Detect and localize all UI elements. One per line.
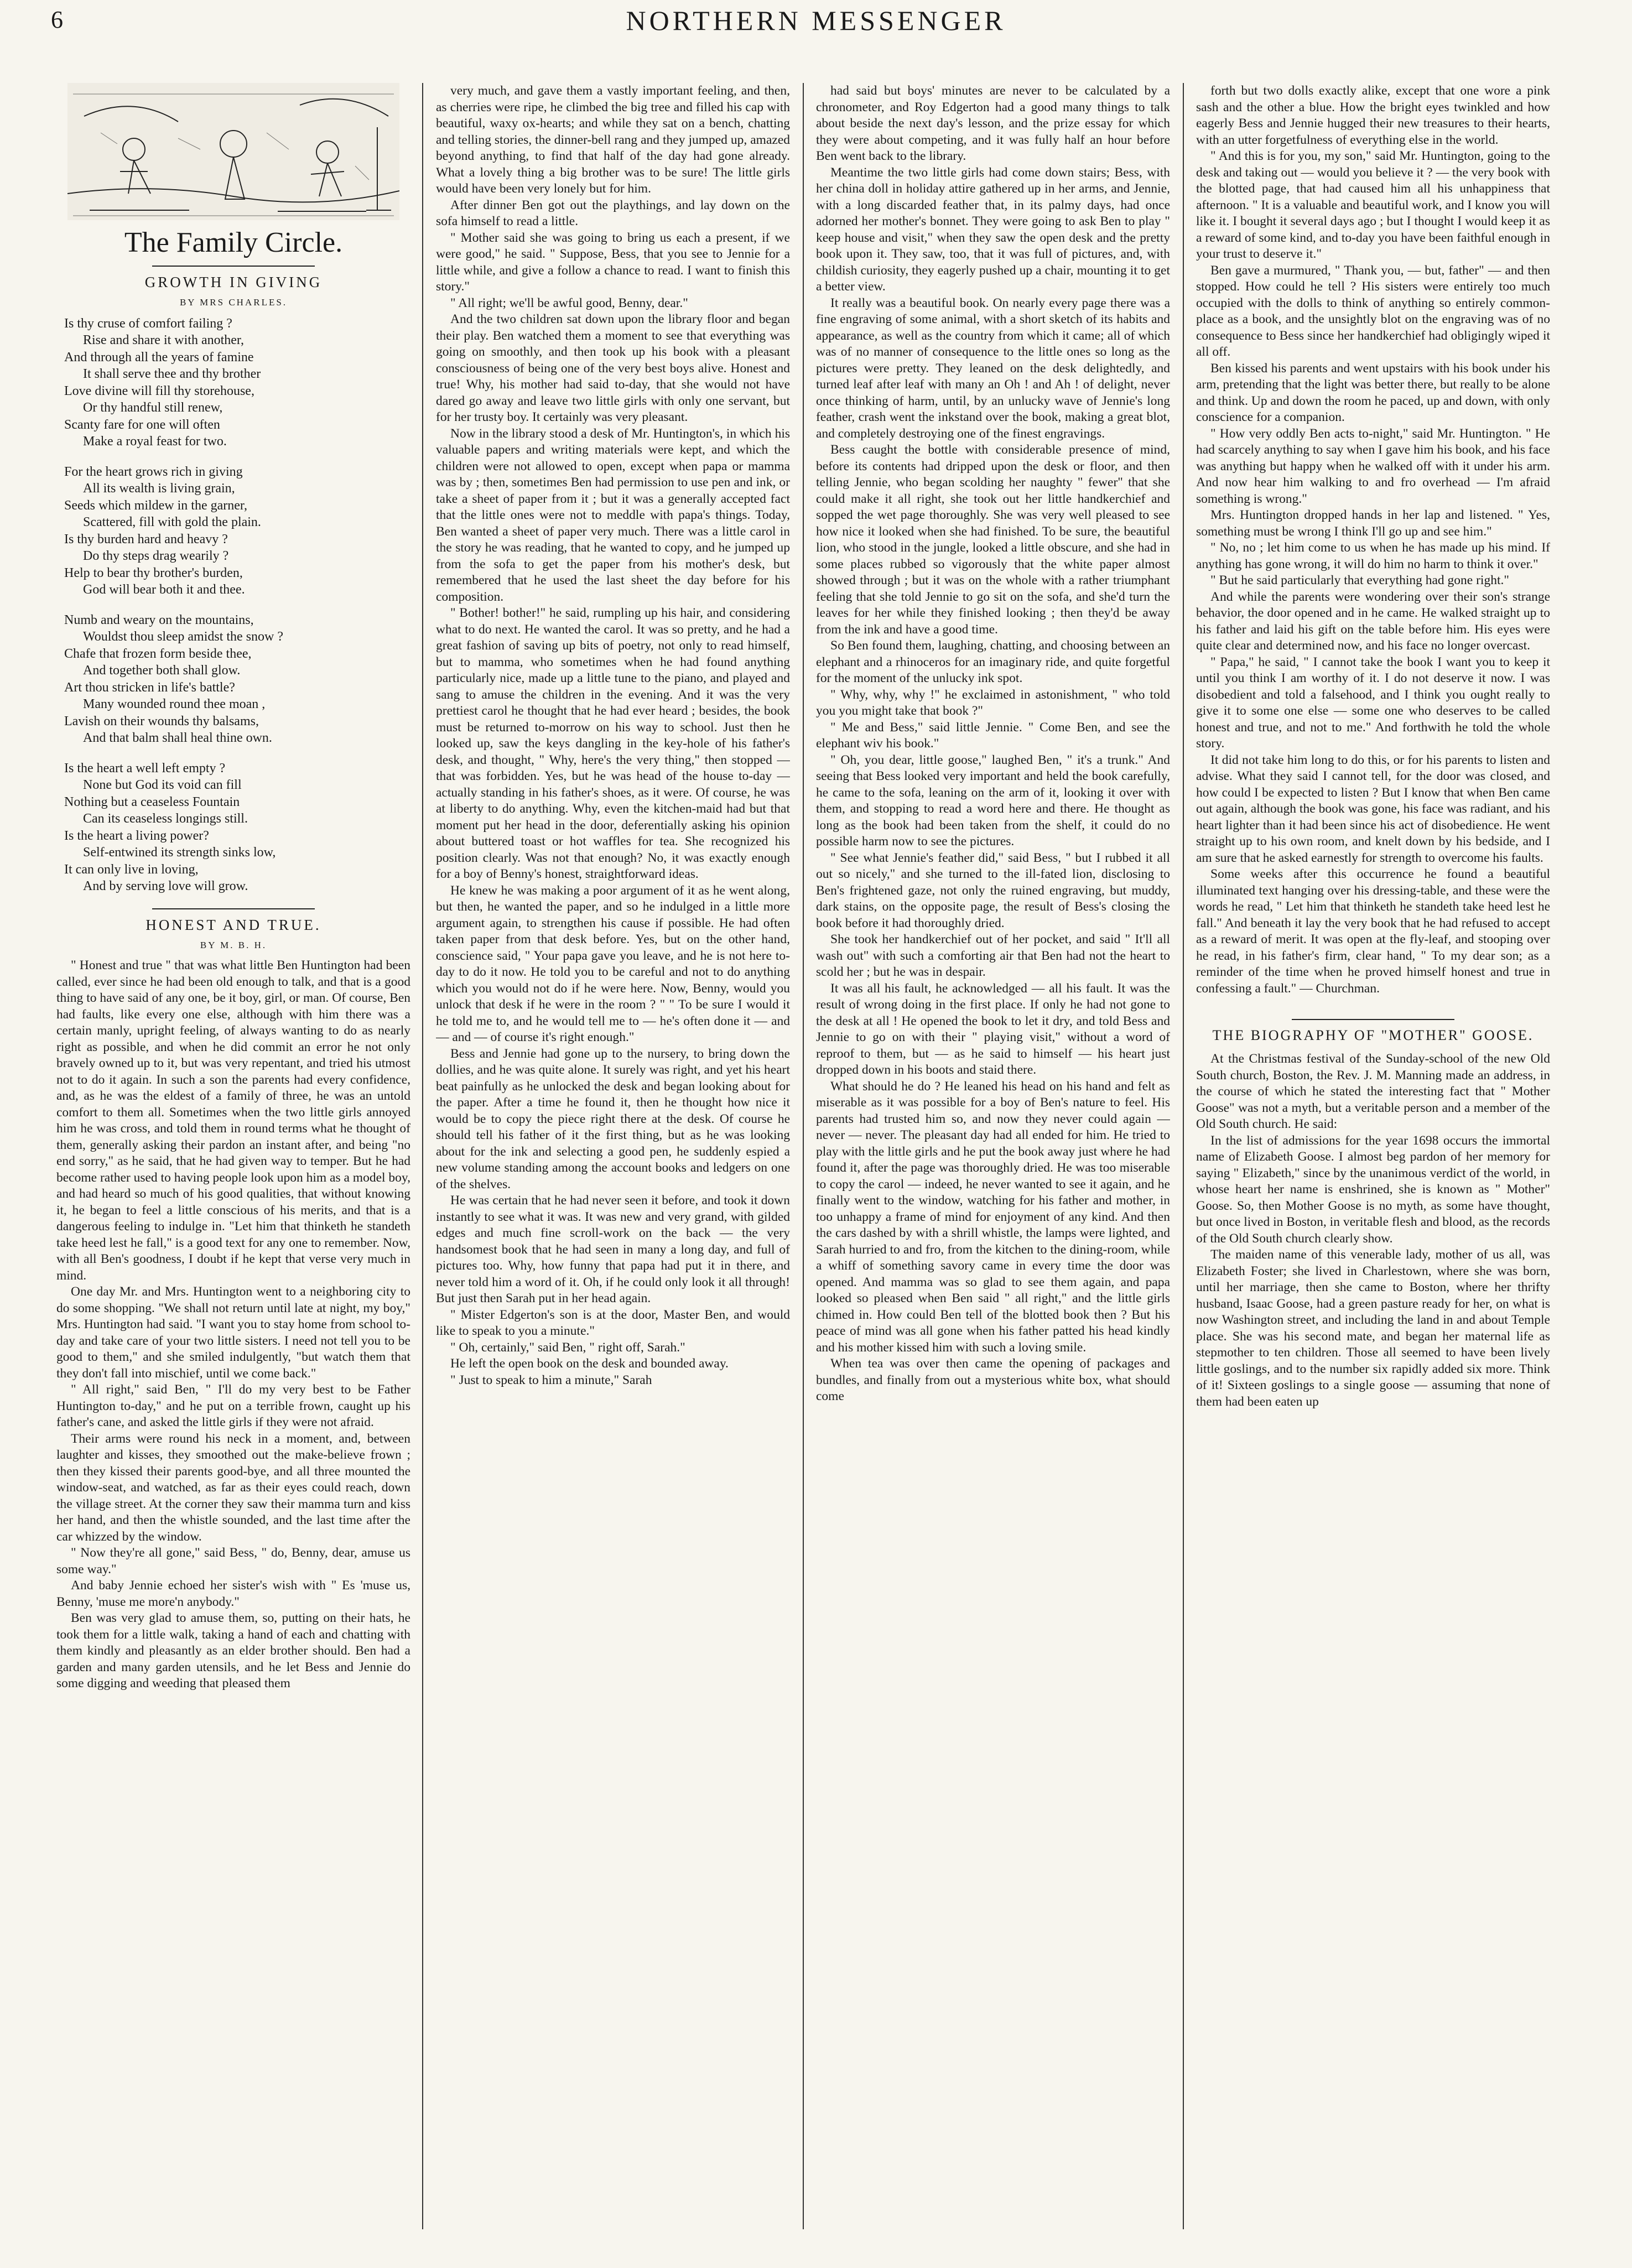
paragraph: The maiden name of this venerable lady, mother of us all, was Elizabeth Foster; she lived in Charlestown, where she was born, until her marriage, then she came to Boston, where her thrifty husband, Isaac Goose, had a green pasture ready for her, on what is now Washington street, and including the land in and about Temple place. She was his second mate, and began her maternal life as stepmother to ten children. Those all seemed to have been lively little goslings, and to the number six rapidly added six more. Think of it! Sixteen goslings to a single goose — assuming that none of them had been eaten up	[1196, 1247, 1550, 1409]
poem-line: And that balm shall heal thine own.	[83, 731, 272, 745]
poem-line: Rise and share it with another,	[83, 333, 244, 347]
poem-line: Is the heart a living power?	[64, 828, 209, 843]
poem-line: And by serving love will grow.	[83, 879, 248, 893]
story-byline: BY M. B. H.	[200, 939, 267, 950]
paragraph: " Me and Bess," said little Jennie. " Come Ben, and see the elephant wiv his book."	[816, 720, 1170, 751]
paragraph: had said but boys' minutes are never to be calculated by a chronometer, and Roy Edgerton had a good many things to talk about beside the next day's lesson, and the prize essay for which they were about competing, and it was fully half an hour before Ben went back to the library.	[816, 84, 1170, 163]
paragraph: " Papa," he said, " I cannot take the book I want you to keep it until you think I am worthy of it. I do not deserve it now. I was disobedient and told a falsehood, and I think you ought really to give it to some one else — some one who deserves to be called honest and true, and not to me." And forthwith he told the whole story.	[1196, 654, 1550, 751]
poem-title: GROWTH IN GIVING	[144, 274, 323, 290]
paragraph: " Honest and true " that was what little Ben Huntington had been called, ever since he had been old enough to talk, and that is a good thing to have said of any one, be it boy, girl, or man. Of course, Ben had faults, like every one else, although with him there was a certain manly, upright feeling, of always wanting to do as nearly right as possible, and when he did commit an error he not only bravely owned up to it, but was very repentant, and tried his utmost not to do it again. In such a son the parents had every confidence, and, as he was the eldest of a family of three, he was an untold comfort to them all. Sometimes when the two little girls annoyed him he was cross, and told them in round terms what he thought of them, generally asking their pardon an instant after, and being "no end sorry," as he said, that he had given way to temper. But he had become rather used to having people look upon him as a model boy, and had heard so much of his good qualities, that without knowing it, he began to feel a little conscious of his merits, and that is a dangerous feeling to indulge in. "Let him that thinketh he standeth take heed lest he fall," is a good text for any one to remember. Now, with all Ben's goodness, I doubt if he kept that verse very much in mind.	[56, 958, 410, 1283]
column-rule	[1183, 83, 1184, 2229]
paragraph: He knew he was making a poor argument of it as he went along, but then, he wanted the paper, and so he indulged in a little more argument again, to strengthen his cause if possible. He had often taken paper from that desk before. Yes, but on the other hand, conscience said, " Your papa gave you leave, and he is not here to-day to do it now. He told you to be careful and not to do anything which you would not do if he were here. Now, Benny, would you unlock that desk if he were in the room ? " " To be sure I would it he told me to, and he would tell me to — he's often done it — and — and — of course it's right enough."	[436, 883, 790, 1044]
paragraph: " Mother said she was going to bring us each a present, if we were good," he said. " Suppose, Bess, that you see to Jennie for a little while, and give a follow a chance to read. I want to finish this story."	[436, 230, 790, 294]
column-4	[1196, 83, 1550, 2240]
poem-line: Is thy cruse of comfort failing ?	[64, 316, 232, 331]
page-number: 6	[51, 6, 63, 33]
paragraph: After dinner Ben got out the playthings, and lay down on the sofa himself to read a little.	[436, 197, 790, 228]
paragraph: Ben gave a murmured, " Thank you, — but, father" — and then stopped. How could he tell ? His sisters were entirely too much occupied with the dolls to think of anything so entirely common-place as a book, and the unsightly blot on the engraving was of no consequence to Bess since her handkerchief had obligingly wiped it all off.	[1196, 263, 1550, 359]
paragraph: " Mister Edgerton's son is at the door, Master Ben, and would like to speak to you a minute."	[436, 1307, 790, 1338]
paragraph: What should he do ? He leaned his head on his hand and felt as miserable as it was possible for a boy of Ben's nature to feel. His parents had trusted him so, and now they never could again — never — never. The pleasant day had all ended for him. He tried to play with the little girls and he put the book away just where he had found it, after the page was thoroughly dried. He was too miserable to copy the carol — indeed, he never wanted to see it again, and he finally went to the window, watching for his father and mother, in too unhappy a frame of mind for enjoyment of any kind. And then the cars dashed by with a shrill whistle, the lamps were lighted, and Sarah hurried to and fro, from the kitchen to the dining-room, while a whiff of something savory came in every time the door was opened. And mamma was so glad to see them again, and papa looked so pleased when Ben said " all right," and the little girls chimed in. How could Ben tell of the blotted book then ? But his peace of mind was all gone when his father patted his head kindly and his mother kissed him with such a loving smile.	[816, 1079, 1170, 1355]
poem-line: It shall serve thee and thy brother	[83, 367, 261, 381]
poem-line: Love divine will fill thy storehouse,	[64, 383, 254, 398]
column-rule	[803, 83, 804, 2229]
paragraph: " Why, why, why !" he exclaimed in astonishment, " who told you you might take that book ?"	[816, 687, 1170, 718]
poem-line: Art thou stricken in life's battle?	[64, 680, 235, 695]
poem-line: Or thy handful still renew,	[83, 400, 223, 415]
paragraph: When tea was over then came the opening of packages and bundles, and finally from out a mysterious white box, what should come	[816, 1356, 1170, 1403]
poem-stanza	[64, 612, 410, 747]
paragraph: " All right; we'll be awful good, Benny, dear."	[450, 295, 688, 310]
paragraph: It really was a beautiful book. On nearly every page there was a fine engraving of some animal, with a short sketch of its habits and appearance, as well as the country from which it came; all of which was of no manner of consequence to the little ones so long as the pictures were pretty. They leaned on the desk delightedly, and turned leaf after leaf with many an Oh ! and Ah ! of delight, never once thinking of harm, until, by an unlucky wave of Jennie's long feather, crash went the inkstand over the book, making a great blot, and completely destroying one of the finest engravings.	[816, 295, 1170, 441]
column-2	[436, 83, 790, 2240]
paragraph: " How very oddly Ben acts to-night," said Mr. Huntington. " He had scarcely anything to say when I gave him his book, and his face was anything but happy when he walked off with it under his arm. And now hear him walking to and fro overhead — I'm afraid something is wrong."	[1196, 426, 1550, 506]
paragraph: Bess and Jennie had gone up to the nursery, to bring down the dollies, and he was quite alone. It surely was right, and yet his heart beat painfully as he unlocked the desk and began looking about for the paper. After a time he found it, then he thought how nice it would be to copy the piece right there at the desk. Of course he should tell his father of it the first thing, but as he was looking about for the ink and selecting a good pen, he suddenly espied a new volume standing among the account books and ledgers on one of the shelves.	[436, 1046, 790, 1192]
poem-line: Do thy steps drag wearily ?	[83, 549, 229, 563]
article-title: THE BIOGRAPHY OF "MOTHER" GOOSE.	[1212, 1027, 1534, 1043]
paragraph: It was all his fault, he acknowledged — all his fault. It was the result of wrong doing in the first place. If only he had not gone to the desk at all ! He opened the book to let it dry, and told Bess and Jennie to go on with their " playing visit," without a word of reproof to them, but — as he said to himself — his heart just dropped down in his boots and staid there.	[816, 981, 1170, 1077]
paragraph: Bess caught the bottle with considerable presence of mind, before its contents had dripped upon the desk or floor, and then telling Jennie, who began scolding her naughty " fewer" that she could make it all right, she took out her little handkerchief and sopped the wet page thoroughly. She was very well pleased to see how nice it looked when she had finished. To be sure, the beautiful lion, who stood in the jungle, looked a little obscure, and she had in some places rubbed so vigorously that the white paper almost showed through ; but it was on the whole with a rather triumphant feeling that she told Jennie to go sit on the sofa, and she'd turn the leaves for her while they finished looking ; then they'd be away from the ink and have a good time.	[816, 443, 1170, 637]
paragraph: It did not take him long to do this, or for his parents to listen and advise. What they said I cannot tell, for the door was closed, and how could I be expected to listen ? But I know that when Ben came out again, although the book was gone, his face was radiant, and his heart lighter than it had been since his act of disobedience. He went straight up to his own room, and knelt down by his bedside, and I am sure that he asked earnestly for strength to overcome his faults.	[1196, 752, 1550, 865]
paragraph: And baby Jennie echoed her sister's wish with " Es 'muse us, Benny, 'muse me more'n anybody."	[56, 1578, 410, 1609]
paragraph: " And this is for you, my son," said Mr. Huntington, going to the desk and taking out — would you believe it ? — the very book with the blotted page, that had caused him all his unhappiness that afternoon. " It is a valuable and beautiful work, and I know you will like it. I bought it several days ago ; but I thought I would keep it as a reward of some kind, and to-day you have been faithful enough in your trust to deserve it."	[1196, 149, 1550, 261]
paragraph: Mrs. Huntington dropped hands in her lap and listened. " Yes, something must be wrong I think I'll go up and see him."	[1196, 508, 1550, 539]
poem-line: Help to bear thy brother's burden,	[64, 565, 243, 580]
poem-line: Wouldst thou sleep amidst the snow ?	[83, 630, 284, 644]
poem-line: Numb and weary on the mountains,	[64, 612, 254, 627]
paragraph: forth but two dolls exactly alike, except that one wore a pink sash and the other a blue. How the bright eyes twinkled and how eagerly Bess and Jennie hugged their new treasures to their hearts, with an utter forgetfulness of everything else in the world.	[1196, 84, 1550, 147]
paragraph: " Oh, you dear, little goose," laughed Ben, " it's a trunk." And seeing that Bess looked very important and held the book carefully, he came to the sofa, leaning on the arm of it, looking it over with them, and stopping to read a word here and there. He thought as long as the book had been taken from the shelf, it could do no possible harm now to see the pictures.	[816, 752, 1170, 849]
poem-line: Chafe that frozen form beside thee,	[64, 646, 252, 661]
poem-line: And together both shall glow.	[83, 663, 241, 678]
article-body	[1196, 1051, 1550, 1410]
poem-line: All its wealth is living grain,	[83, 481, 235, 496]
paragraph: " Now they're all gone," said Bess, " do, Benny, dear, amuse us some way."	[56, 1546, 410, 1577]
poem-line: Lavish on their wounds thy balsams,	[64, 714, 259, 729]
poem-line: God will bear both it and thee.	[83, 582, 245, 597]
paragraph: " No, no ; let him come to us when he has made up his mind. If anything has gone wrong, it will do him no harm to think it over."	[1196, 540, 1550, 571]
poem-stanza	[64, 464, 410, 599]
poem-line: And through all the years of famine	[64, 350, 254, 365]
department-title: The Family Circle.	[124, 227, 343, 258]
poem-body	[64, 315, 410, 895]
divider	[152, 266, 315, 267]
family-circle-illustration	[67, 83, 399, 220]
poem-line: Seeds which mildew in the garner,	[64, 498, 247, 513]
paragraph: Now in the library stood a desk of Mr. Huntington's, in which his valuable papers and writing materials were kept, and which the children were not allowed to open, except when papa or mamma was by ; then, sometimes Ben had permission to use pen and ink, or take a sheet of paper from it ; but it was a generally accepted fact that the little ones were not to meddle with papa's things. Today, Ben wanted a sheet of paper very much. There was a little carol in the story he was reading, that he wanted to copy, and he jumped up from the sofa to get the paper from his mother's desk, but remembered that he used the last sheet the day before for his composition.	[436, 426, 790, 604]
paragraph: And the two children sat down upon the library floor and began their play. Ben watched them a moment to see that everything was going on smoothly, and then took up his book with a pleasant consciousness of being one of the very best boys alive. Honest and true! Why, his mother had said to-day, that she would not have dared go away and leave two little girls with only one servant, but for her trusty boy. It certainly was very pleasant.	[436, 312, 790, 424]
poem-line: For the heart grows rich in giving	[64, 464, 243, 479]
divider	[1292, 1019, 1454, 1020]
paragraph: " Oh, certainly," said Ben, " right off, Sarah."	[450, 1340, 685, 1355]
story-continuation	[1196, 83, 1550, 997]
column-3	[816, 83, 1170, 2240]
paragraph: He left the open book on the desk and bounded away.	[450, 1356, 729, 1371]
divider	[152, 908, 315, 909]
story-title: HONEST AND TRUE.	[145, 916, 321, 933]
paragraph: Ben kissed his parents and went upstairs with his book under his arm, pretending that the light was better there, but really to be alone and think. Up and down the room he paced, up and down, with only conscience for a companion.	[1196, 361, 1550, 424]
poem-line: Can its ceaseless longings still.	[83, 812, 248, 826]
paragraph: At the Christmas festival of the Sunday-school of the new Old South church, Boston, the Rev. J. M. Manning made an address, in the course of which he stated the interesting fact that " Mother Goose" was not a myth, but a veritable person and a member of the Old South church. He said:	[1196, 1052, 1550, 1131]
page-header	[0, 0, 1632, 39]
paragraph: Some weeks after this occurrence he found a beautiful illuminated text hanging over his dressing-table, and these were the words he read, " Let him that thinketh he standeth take heed lest he fall." And beneath it lay the very book that he had refused to accept as a reward of merit. It was open at the fly-leaf, and stooping over he read, in his father's firm, clear hand, " To my dear son; as a reminder of the time when he proved himself honest and true in confessing a fault." — Churchman.	[1196, 867, 1550, 996]
column-1	[56, 83, 410, 2240]
poem-line: Nothing but a ceaseless Fountain	[64, 794, 240, 809]
paragraph: She took her handkerchief out of her pocket, and said " It'll all wash out" with such a comforting air that Ben had not the heart to scold her ; but he was in despair.	[816, 932, 1170, 979]
poem-line: Make a royal feast for two.	[83, 434, 227, 449]
paragraph: " See what Jennie's feather did," said Bess, " but I rubbed it all out so nicely," and she turned to the ill-fated lion, disclosing to Ben's frightened gaze, not only the ruined engraving, but muddy, dark stains, on the opposite page, the result of Bess's closing the book before it had thoroughly dried.	[816, 850, 1170, 930]
column-rule	[422, 83, 423, 2229]
poem-line: Self-entwined its strength sinks low,	[83, 845, 276, 860]
paragraph: One day Mr. and Mrs. Huntington went to a neighboring city to do some shopping. "We shall not return until late at night, my boy," Mrs. Huntington had said. "I want you to stay home from school to-day and take care of your two little sisters. I need not tell you to be good to them," and she smiled indulgently, "but watch them that they don't fall into mischief, until we come back."	[56, 1284, 410, 1381]
poem-stanza	[64, 315, 410, 450]
paragraph: " Just to speak to him a minute," Sarah	[450, 1372, 652, 1387]
poem-line: Is thy burden hard and heavy ?	[64, 532, 228, 547]
poem-line: None but God its void can fill	[83, 778, 242, 792]
poem-byline: BY MRS CHARLES.	[179, 297, 288, 308]
story-body	[56, 958, 410, 1692]
poem-stanza	[64, 760, 410, 895]
paragraph: And while the parents were wondering over their son's strange behavior, the door opened and in he came. He walked straight up to his father and laid his gift on the table before him. His eyes were quite clear and determined now, and his face no longer overcast.	[1196, 589, 1550, 653]
poem-line: Scattered, fill with gold the plain.	[83, 515, 261, 529]
poem-line: Scanty fare for one will often	[64, 417, 220, 432]
poem-line: Is the heart a well left empty ?	[64, 761, 226, 776]
masthead: NORTHERN MESSENGER	[626, 5, 1006, 36]
paragraph: Ben was very glad to amuse them, so, putting on their hats, he took them for a little walk, taking a hand of each and chatting with them kindly and pleasantly as an elder brother should. Ben had a garden and many garden utensils, and he let Bess and Jennie do some digging and weeding that pleased them	[56, 1611, 410, 1690]
paragraph: " But he said particularly that everything had gone right."	[1210, 573, 1509, 587]
poem-line: It can only live in loving,	[64, 862, 199, 877]
paragraph: Their arms were round his neck in a moment, and, between laughter and kisses, they smoothed out the make-believe frown ; then they kissed their parents good-bye, and all three mounted the window-seat, and watched, as far as their eyes could reach, down the village street. At the corner they saw their mamma turn and kiss her hand, and then the whistle sounded, and the last time after the car whizzed by the window.	[56, 1431, 410, 1544]
paragraph: " All right," said Ben, " I'll do my very best to be Father Huntington to-day," and he put on a terrible frown, caught up his father's cane, and asked the little girls if they were not afraid.	[56, 1382, 410, 1429]
paragraph: very much, and gave them a vastly important feeling, and then, as cherries were ripe, he climbed the big tree and filled his cap with beautiful, waxy ox-hearts; and while they sat on a bench, chatting and telling stories, the dinner-bell rang and they jumped up, amazed beyond anything, to find that half of the day had gone already. What a lovely thing a big brother was to be sure! The little girls would have been very lonely but for him.	[436, 84, 790, 196]
paragraph: " Bother! bother!" he said, rumpling up his hair, and considering what to do next. He wanted the carol. It was so pretty, and he had a great fashion of saving up bits of poetry, not only to read himself, but to mamma, who sometimes when he had found anything particularly nice, made up a little tune to the piano, and played and sang to amuse the children in the evening. And it was the very prettiest carol he thought that he had ever heard ; besides, the book must be returned to-morrow on his way to school. Just then he looked up, saw the keys dangling in the key-hole of his father's desk, and thought, " Why, here's the very thing," then stopped — that was forbidden. Yes, but he was head of the house to-day — actually standing in his father's shoes, as it were. Of course, he was at liberty to do anything. Why, even the kitchen-maid had but that moment put her head in the door, deferentially asking his opinion about buttered toast or hot waffles for tea. She recognized his position clearly. Was not that enough? No, it was exactly enough for a boy of Benny's honest, straightforward ideas.	[436, 606, 790, 881]
poem-line: Many wounded round thee moan ,	[83, 697, 266, 711]
paragraph: He was certain that he had never seen it before, and took it down instantly to see what it was. It was new and very grand, with gilded edges and much fine scroll-work on the back — the very handsomest book that he had seen in many a long day, and full of pictures too. Why, how funny that papa had put it in there, and never told him a word of it. Oh, if he could only look it all through! But just then Sarah put in her head again.	[436, 1193, 790, 1305]
paragraph: Meantime the two little girls had come down stairs; Bess, with her china doll in holiday attire gathered up in her arms, and Jennie, with a long discarded feather that, in its palmy days, had once adorned her mother's bonnet. They were going to ask Ben to play " keep house and visit," when they saw the open desk and the pretty book upon it. They saw, too, that it was full of pictures, and, with childish curiosity, they eagerly pushed up a chair, mounting it to get a better view.	[816, 165, 1170, 294]
paragraph: In the list of admissions for the year 1698 occurs the immortal name of Elizabeth Goose. I almost beg pardon of her memory for saying " Elizabeth," since by the unanimous verdict of the world, in whose heart her name is enshrined, she is known as " Mother" Goose. So, then Mother Goose is no myth, as some have thought, but once lived in Boston, in veritable flesh and blood, as the records of the Old South church clearly show.	[1196, 1133, 1550, 1246]
paragraph: So Ben found them, laughing, chatting, and choosing between an elephant and a rhinoceros for an imaginary ride, and quite forgetful for the moment of the unlucky ink spot.	[816, 638, 1170, 685]
